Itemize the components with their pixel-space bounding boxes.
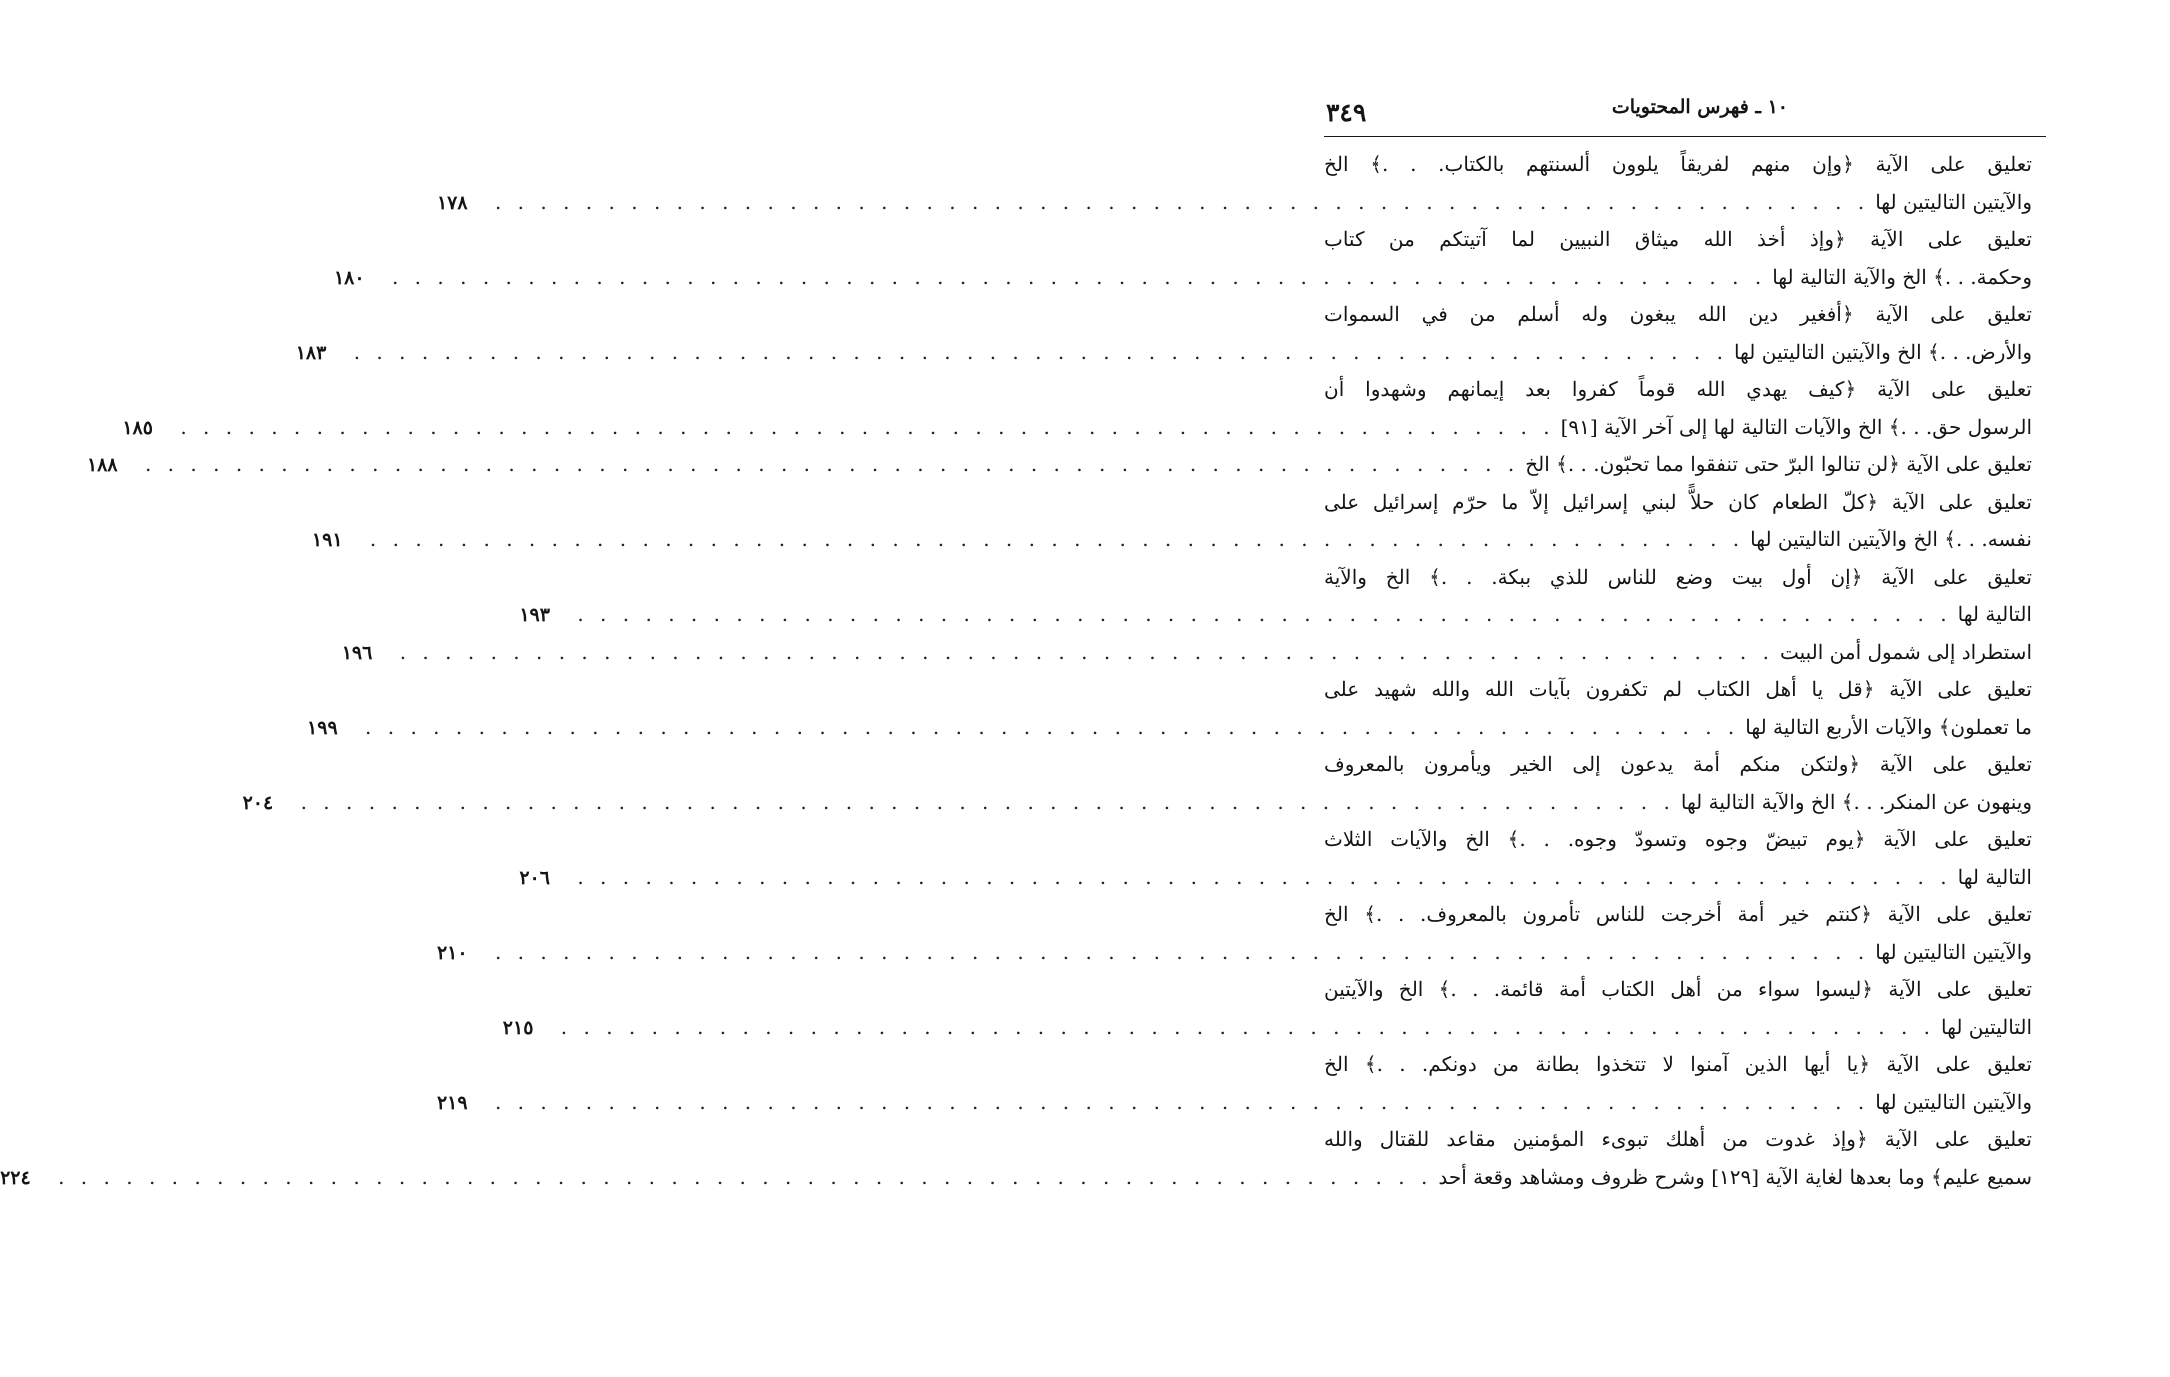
toc-entry-last-line [502, 1009, 2032, 1047]
header-title: ١٠ ـ فهرس المحتويات [1611, 96, 1788, 118]
toc-entry [436, 896, 2032, 971]
toc-entry-last-line [86, 446, 2032, 484]
toc-entry-text: والآيتين التاليتين لها [1875, 1089, 2032, 1114]
toc-entry-page-number: ١٩١ [311, 529, 343, 551]
dot-leader: . . . . . . . . . . . . . . . . . . . . . . . . . . . . . . . . . . . . . . . . . . . . . . . . . . . . . . . . . . . . . [58, 1164, 1433, 1189]
toc-entry-last-line [519, 596, 2032, 634]
toc-entry [519, 559, 2032, 634]
toc-entry-text: والأرض. . .﴾ الخ والآيتين التاليتين لها [1733, 339, 2032, 364]
toc-entry-line: تعليق على الآية ﴿يا أيها الذين آمنوا لا تتخذوا بطانة من دونكم. . .﴾ الخ [1324, 1052, 2032, 1076]
toc-entry-line: تعليق على الآية ﴿ليسوا سواء من أهل الكتاب أمة قائمة. . .﴾ الخ والآيتين [1324, 977, 2032, 1001]
toc-entry-page-number: ١٩٦ [341, 641, 373, 664]
toc-entry-page-number: ١٨٥ [122, 416, 153, 439]
header-page-number: ٣٤٩ [1326, 98, 1367, 127]
dot-leader: . . . . . . . . . . . . . . . . . . . . . . . . . . . . . . . . . . . . . . . . . . . . . . . . . . . . . . . . . . . . . [577, 864, 1952, 889]
toc-entry-page-number: ١٩٩ [307, 716, 338, 739]
toc-entry-page-number: ١٨٨ [86, 454, 118, 476]
toc-entry [341, 634, 2032, 672]
dot-leader: . . . . . . . . . . . . . . . . . . . . . . . . . . . . . . . . . . . . . . . . . . . . . . . . . . . . . . . . . . . . . [300, 789, 1675, 814]
toc-entry-page-number: ٢١٠ [436, 941, 468, 964]
dot-leader: . . . . . . . . . . . . . . . . . . . . . . . . . . . . . . . . . . . . . . . . . . . . . . . . . . . . . . . . . . . . . [144, 452, 1520, 476]
toc-entry-text: تعليق على الآية ﴿لن تنالوا البرّ حتى تنفقوا مما تحبّون. . .﴾ الخ [1525, 452, 2032, 476]
toc-entry-text: ما تعملون﴾ والآيات الأربع التالية لها [1745, 714, 2032, 739]
dot-leader: . . . . . . . . . . . . . . . . . . . . . . . . . . . . . . . . . . . . . . . . . . . . . . . . . . . . . . . . . . . . . [369, 527, 1745, 551]
toc-entry-last-line [333, 259, 2032, 297]
dot-leader: . . . . . . . . . . . . . . . . . . . . . . . . . . . . . . . . . . . . . . . . . . . . . . . . . . . . . . . . . . . . . [494, 939, 1870, 964]
toc-entry-page-number: ١٨٠ [333, 266, 365, 289]
toc-entry-text: والآيتين التاليتين لها [1875, 189, 2032, 214]
toc-entry-text: نفسه. . .﴾ الخ والآيتين التاليتين لها [1750, 527, 2032, 551]
toc-entry-line: تعليق على الآية ﴿ولتكن منكم أمة يدعون إلى الخير ويأمرون بالمعروف [1324, 752, 2032, 776]
toc-entry-text: الرسول حق. . .﴾ الخ والآيات التالية لها إلى آخر الآية [٩١] [1560, 414, 2032, 439]
dot-leader: . . . . . . . . . . . . . . . . . . . . . . . . . . . . . . . . . . . . . . . . . . . . . . . . . . . . . . . . . . . . . [353, 339, 1728, 364]
dot-leader: . . . . . . . . . . . . . . . . . . . . . . . . . . . . . . . . . . . . . . . . . . . . . . . . . . . . . . . . . . . . . [560, 1014, 1936, 1039]
toc-entry-line: تعليق على الآية ﴿إن أول بيت وضع للناس للذي ببكة. . .﴾ الخ والآية [1324, 564, 2032, 589]
dot-leader: . . . . . . . . . . . . . . . . . . . . . . . . . . . . . . . . . . . . . . . . . . . . . . . . . . . . . . . . . . . . . [577, 602, 1952, 626]
toc-entry [295, 296, 2032, 371]
toc-entry [86, 446, 2032, 484]
toc-entry-last-line [122, 409, 2032, 447]
toc-entry [311, 484, 2032, 559]
dot-leader: . . . . . . . . . . . . . . . . . . . . . . . . . . . . . . . . . . . . . . . . . . . . . . . . . . . . . . . . . . . . . [365, 714, 1740, 739]
toc-entry-last-line [0, 1159, 2032, 1197]
toc-entry-line: تعليق على الآية ﴿قل يا أهل الكتاب لم تكفرون بآيات الله والله شهيد على [1324, 677, 2032, 701]
toc-entry-line: تعليق على الآية ﴿كنتم خير أمة أخرجت للناس تأمرون بالمعروف. . .﴾ الخ [1324, 902, 2032, 926]
toc-entry [307, 671, 2032, 746]
toc-entry-last-line [295, 334, 2032, 372]
toc-entry-last-line [436, 934, 2032, 972]
dot-leader: . . . . . . . . . . . . . . . . . . . . . . . . . . . . . . . . . . . . . . . . . . . . . . . . . . . . . . . . . . . . . [494, 1089, 1870, 1114]
toc-entry-line: تعليق على الآية ﴿كلّ الطعام كان حلاًّ لبني إسرائيل إلاّ ما حرّم إسرائيل على [1324, 489, 2032, 514]
toc-entry-text: استطراد إلى شمول أمن البيت [1779, 639, 2032, 664]
toc-entry-last-line [307, 709, 2032, 747]
toc-entry-line: تعليق على الآية ﴿وإذ غدوت من أهلك تبوىء المؤمنين مقاعد للقتال والله [1324, 1127, 2032, 1151]
toc-entry [122, 371, 2032, 446]
toc-entry [333, 221, 2032, 296]
toc-entry [242, 746, 2032, 821]
toc-entry-page-number: ١٩٣ [519, 604, 550, 626]
toc-entry-text: التالية لها [1957, 602, 2032, 626]
toc-entry [502, 971, 2032, 1046]
toc-entry-text: التالية لها [1957, 864, 2032, 889]
toc-entry [0, 1121, 2032, 1196]
dot-leader: . . . . . . . . . . . . . . . . . . . . . . . . . . . . . . . . . . . . . . . . . . . . . . . . . . . . . . . . . . . . . [399, 639, 1774, 664]
toc-entry-text: التاليتين لها [1941, 1014, 2032, 1039]
toc-entry-last-line [311, 521, 2032, 559]
table-of-contents [0, 146, 2032, 1196]
toc-entry-line: تعليق على الآية ﴿كيف يهدي الله قوماً كفروا بعد إيمانهم وشهدوا أن [1324, 377, 2032, 401]
toc-entry-line: تعليق على الآية ﴿يوم تبيضّ وجوه وتسودّ وجوه. . .﴾ الخ والآيات الثلاث [1324, 827, 2032, 851]
toc-entry-page-number: ١٨٣ [295, 341, 327, 364]
toc-entry-last-line [436, 1084, 2032, 1122]
toc-entry-page-number: ٢٠٤ [242, 791, 274, 814]
toc-entry-line: تعليق على الآية ﴿أفغير دين الله يبغون وله أسلم من في السموات [1324, 302, 2032, 326]
toc-entry [519, 821, 2032, 896]
toc-entry-text: سميع عليم﴾ وما بعدها لغاية الآية [١٢٩] وشرح ظروف ومشاهد وقعة أحد [1438, 1164, 2032, 1189]
toc-entry-last-line [341, 634, 2032, 672]
toc-entry-page-number: ٢١٩ [436, 1091, 468, 1114]
toc-entry [436, 146, 2032, 221]
toc-entry-text: والآيتين التاليتين لها [1875, 939, 2032, 964]
dot-leader: . . . . . . . . . . . . . . . . . . . . . . . . . . . . . . . . . . . . . . . . . . . . . . . . . . . . . . . . . . . . . [494, 189, 1870, 214]
toc-entry [436, 1046, 2032, 1121]
dot-leader: . . . . . . . . . . . . . . . . . . . . . . . . . . . . . . . . . . . . . . . . . . . . . . . . . . . . . . . . . . . . . [180, 414, 1555, 439]
toc-entry-text: وينهون عن المنكر. . .﴾ الخ والآية التالية لها [1680, 789, 2032, 814]
toc-entry-last-line [519, 859, 2032, 897]
toc-entry-last-line [436, 184, 2032, 222]
toc-entry-text: وحكمة. . .﴾ الخ والآية التالية لها [1772, 264, 2032, 289]
toc-entry-line: تعليق على الآية ﴿وإن منهم لفريقاً يلوون ألسنتهم بالكتاب. . .﴾ الخ [1324, 152, 2032, 176]
toc-entry-page-number: ٢١٥ [502, 1016, 534, 1039]
toc-entry-page-number: ١٧٨ [436, 191, 468, 214]
dot-leader: . . . . . . . . . . . . . . . . . . . . . . . . . . . . . . . . . . . . . . . . . . . . . . . . . . . . . . . . . . . . . [391, 264, 1767, 289]
toc-entry-page-number: ٢٢٤ [0, 1166, 31, 1189]
page-header [1324, 92, 2046, 137]
toc-entry-page-number: ٢٠٦ [519, 866, 550, 889]
toc-entry-line: تعليق على الآية ﴿وإذ أخذ الله ميثاق النبيين لما آتيتكم من كتاب [1324, 227, 2032, 251]
toc-entry-last-line [242, 784, 2032, 822]
